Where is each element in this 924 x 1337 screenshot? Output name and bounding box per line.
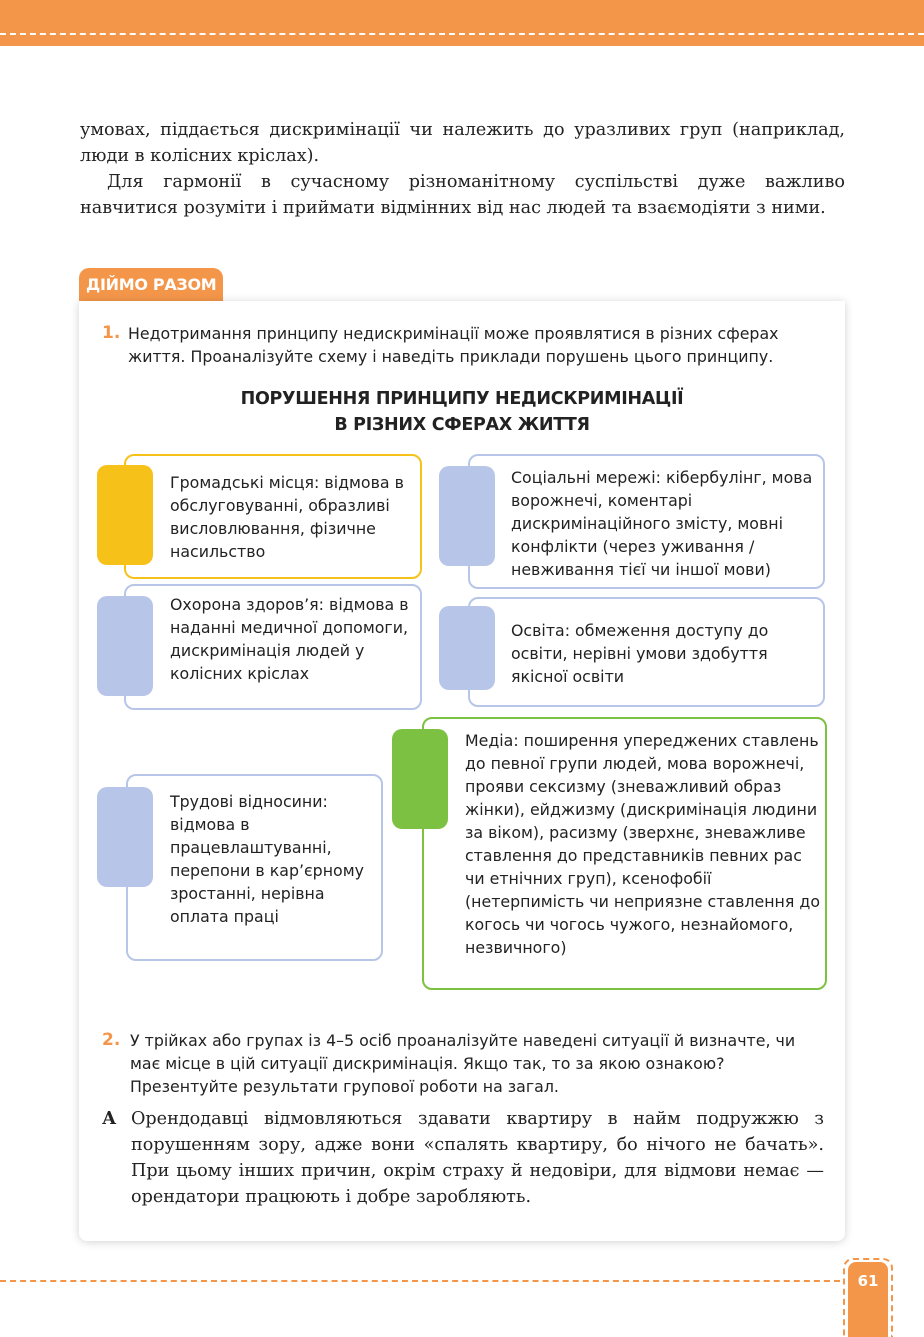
scheme-box-social-networks-text: Соціальні мережі: кібербулінг, мова ворожнечі, коментарі дискримінаційного змісту, мовні конфлікти (через уживання / невживання тієї чи іншої мови): [511, 468, 813, 579]
scheme-tab-blue: [97, 596, 153, 696]
scheme-box-health-care-text: Охорона здоров’я: відмова в наданні медичної допомоги, дискримінація людей у колісних кріслах: [170, 595, 409, 683]
page-number: 61: [848, 1262, 888, 1337]
situation-a-letter: А: [102, 1108, 117, 1129]
intro-text: [80, 117, 845, 221]
scheme-box-health-care: [124, 584, 422, 710]
scheme-title-line-2: В РІЗНИХ СФЕРАХ ЖИТТЯ: [334, 415, 590, 435]
top-dashed-line: [0, 33, 924, 35]
bottom-dashed-line: [0, 1280, 840, 1282]
scheme-title-line-1: ПОРУШЕННЯ ПРИНЦИПУ НЕДИСКРИМІНАЦІЇ: [240, 389, 684, 409]
section-tag: ДІЙМО РАЗОМ: [79, 268, 223, 302]
scheme-tab-blue: [439, 606, 495, 690]
scheme-box-labor-relations-text: Трудові відносини: відмова в працевлаштуванні, перепони в кар’єрному зростанні, нерівна оплата праці: [170, 792, 364, 926]
scheme-box-labor-relations: [126, 774, 383, 961]
scheme-tab-blue: [97, 787, 153, 887]
scheme-box-education-text: Освіта: обмеження доступу до освіти, нерівні умови здобуття якісної освіти: [511, 621, 769, 686]
scheme-box-public-places-text: Громадські місця: відмова в обслуговуванні, образливі висловлювання, фізичне насильство: [170, 473, 404, 561]
scheme-box-public-places: [124, 454, 422, 579]
scheme-tab-blue: [439, 466, 495, 566]
task-2-number: 2.: [102, 1030, 121, 1050]
scheme-box-social-networks: [468, 454, 825, 589]
task-1-text: Недотримання принципу недискримінації може проявлятися в різних сферах життя. Проаналізуйте схему і наведіть приклади порушень цього принципу.: [128, 324, 779, 366]
task-1-number: 1.: [102, 323, 121, 343]
scheme-title: [92, 386, 832, 438]
scheme-box-media: [422, 717, 827, 990]
scheme-box-media-text: Медіа: поширення упереджених ставлень до певної групи людей, мова ворожнечі, прояви сексизму (зневажливий образ жінки), ейджизму (дискримінація людини за віком), расизму (зверхнє, зневажливе ставлення до представників певних рас чи етнічних груп), ксенофобії (нетерпимість чи неприязне ставлення до когось чи чогось чужого, незнайомого, незвичного): [465, 731, 820, 957]
scheme-box-education: [468, 597, 825, 707]
task-2-text: У трійках або групах із 4–5 осіб проаналізуйте наведені ситуації й визначте, чи має місце в цій ситуації дискримінація. Якщо так, то за якою ознакою? Презентуйте результати групової роботи на загал.: [130, 1031, 796, 1096]
intro-paragraph-1: умовах, піддається дискримінації чи належить до уразливих груп (наприклад, люди в колісних кріслах).: [80, 120, 845, 166]
top-banner: [0, 0, 924, 46]
scheme-tab-yellow: [97, 465, 153, 565]
situation-a-text: Орендодавці відмовляються здавати квартиру в найм подружжю з порушенням зору, адже вони «спалять квартиру, бо нічого не бачать». При цьому інших причин, окрім страху й недовіри, для відмови немає — орендатори працюють і добре заробляють.: [131, 1109, 824, 1207]
scheme-tab-green: [392, 729, 448, 829]
intro-paragraph-2: Для гармонії в сучасному різноманітному суспільстві дуже важливо навчитися розуміти і приймати відмінних від нас людей та взаємодіяти з ними.: [80, 172, 845, 218]
